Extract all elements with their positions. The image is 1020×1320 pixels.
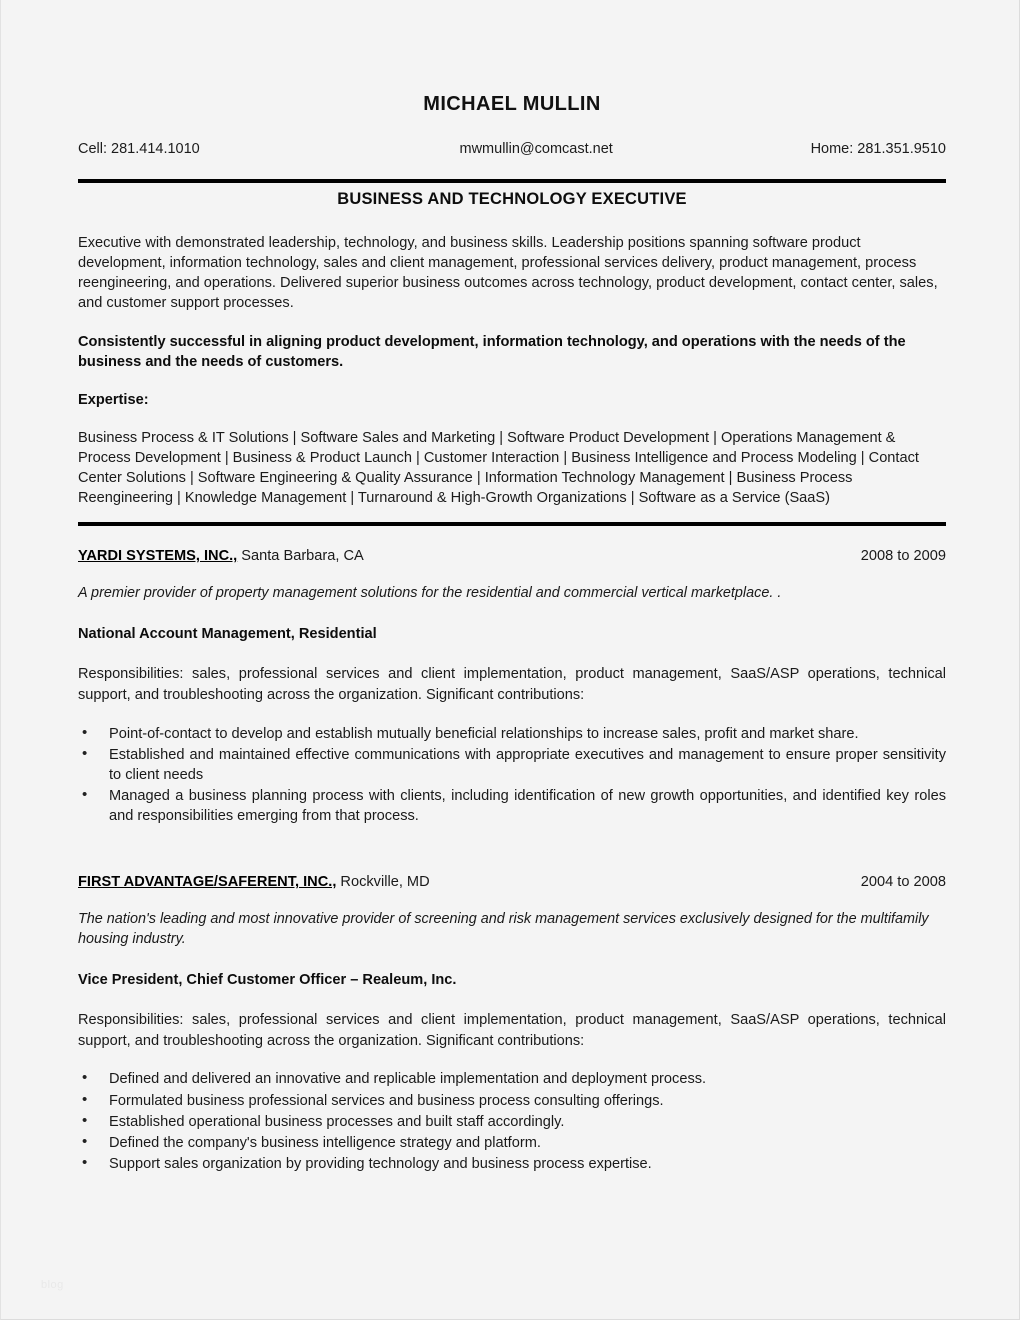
experience-entry-first-advantage xyxy=(78,874,946,1174)
expertise-text: Business Process & IT Solutions | Software Sales and Marketing | Software Product Development | Operations Management & Process Development | Business & Product Launch | Customer Interaction | Business Intelligence and Process Modeling | Contact Center Solutions | Software Engineering & Quality Assurance | Information Technology Management | Business Process Reengineering | Knowledge Management | Turnaround & High-Growth Organizations | Software as a Service (SaaS) xyxy=(78,429,919,507)
job-company-name: FIRST ADVANTAGE/SAFERENT, INC., xyxy=(78,874,337,891)
list-item: • Managed a business planning process with clients, including identification of new growth opportunities, and identified key roles and responsibilities emerging from that process. xyxy=(78,786,946,826)
list-item: • Support sales organization by providing technology and business process expertise. xyxy=(78,1154,946,1174)
job-company-line xyxy=(78,548,364,564)
section-spacer xyxy=(78,830,946,874)
job-header xyxy=(78,874,946,890)
job-position-title: National Account Management, Residential xyxy=(78,626,377,643)
job-location: Santa Barbara, CA xyxy=(237,548,364,565)
list-item: • Point-of-contact to develop and establish mutually beneficial relationships to increase sales, profit and market share. xyxy=(78,724,946,744)
page-watermark: blog xyxy=(41,1279,64,1291)
job-header xyxy=(78,548,946,564)
job-dates: 2004 to 2008 xyxy=(860,874,946,891)
job-responsibilities: Responsibilities: sales, professional services and client implementation, product management, SaaS/ASP operations, technical support, and troubleshooting across the organization. Significant contributions: xyxy=(78,666,946,703)
list-item: • Defined the company's business intelligence strategy and platform. xyxy=(78,1133,946,1153)
headline-section-title: BUSINESS AND TECHNOLOGY EXECUTIVE xyxy=(337,190,687,208)
list-item: • Defined and delivered an innovative and replicable implementation and deployment process. xyxy=(78,1069,946,1089)
job-location: Rockville, MD xyxy=(336,874,430,891)
job-bullet-list xyxy=(78,724,946,827)
list-item: • Established operational business processes and built staff accordingly. xyxy=(78,1112,946,1132)
job-company-name: YARDI SYSTEMS, INC., xyxy=(78,548,238,565)
expertise-divider-rule xyxy=(78,522,946,526)
contact-home-phone: Home: 281.351.9510 xyxy=(810,141,946,157)
job-dates: 2008 to 2009 xyxy=(860,548,946,565)
job-company-blurb: The nation's leading and most innovative provider of screening and risk management services exclusively designed for the multifamily housing industry. xyxy=(78,911,929,948)
job-position-title: Vice President, Chief Customer Officer – Realeum, Inc. xyxy=(78,971,457,988)
summary-paragraph: Executive with demonstrated leadership, technology, and business skills. Leadership positions spanning software product development, information technology, sales and client management, professional services delivery, product management, process reengineering, and operations. Delivered superior business outcomes across technology, product development, contact center, sales, and customer support processes. xyxy=(78,235,938,312)
job-responsibilities: Responsibilities: sales, professional services and client implementation, product management, SaaS/ASP operations, technical support, and troubleshooting across the organization. Significant contributions: xyxy=(78,1011,946,1049)
contact-row xyxy=(78,141,946,157)
list-item: • Established and maintained effective communications with appropriate executives and management to ensure proper sensitivity to client needs xyxy=(78,745,946,785)
contact-cell-phone: Cell: 281.414.1010 xyxy=(78,141,200,157)
job-company-blurb: A premier provider of property management solutions for the residential and commercial vertical marketplace. . xyxy=(78,585,782,602)
contact-email: mwmullin@comcast.net xyxy=(459,141,613,157)
summary-highlight: Consistently successful in aligning product development, information technology, and operations with the needs of the business and the needs of customers. xyxy=(78,333,906,370)
expertise-label: Expertise: xyxy=(78,391,149,408)
header-divider-rule xyxy=(78,179,946,183)
list-item: • Formulated business professional services and business process consulting offerings. xyxy=(78,1091,946,1111)
page-title: MICHAEL MULLIN xyxy=(423,93,601,115)
job-company-line xyxy=(78,874,430,890)
experience-entry-yardi xyxy=(78,548,946,826)
resume-content xyxy=(78,92,946,1178)
job-bullet-list xyxy=(78,1069,946,1174)
